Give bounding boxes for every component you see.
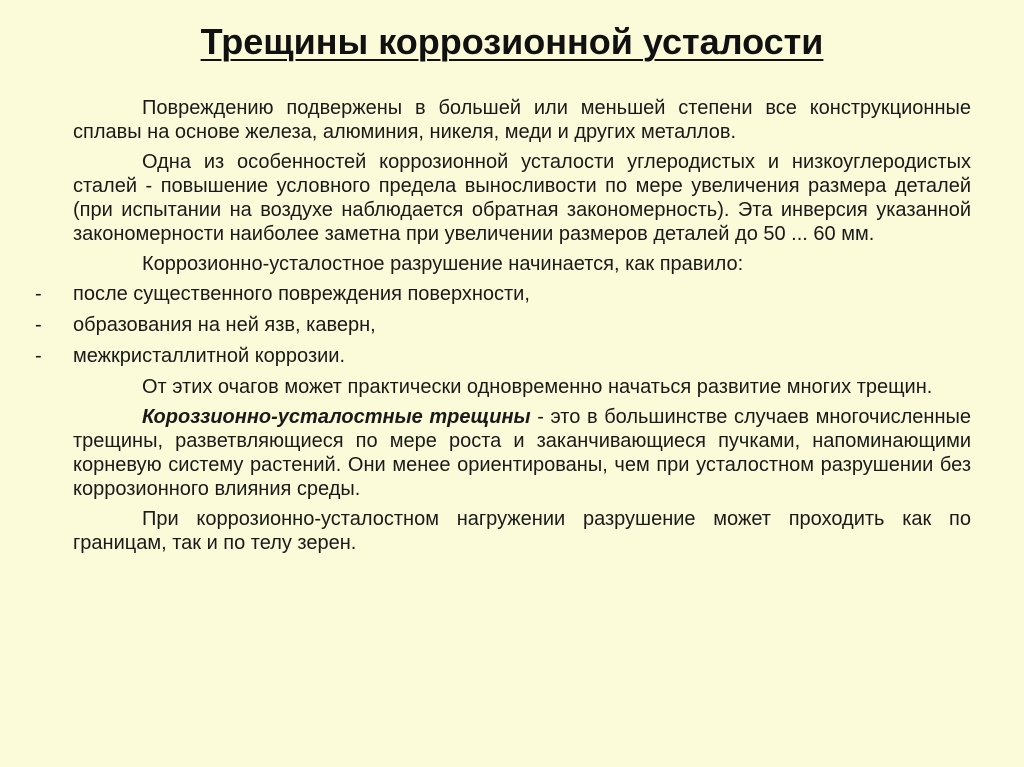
- paragraph-crack-origins: От этих очагов может практически одновременно начаться развитие многих трещин.: [142, 376, 933, 398]
- list-item: [35, 344, 971, 375]
- list-item-text: межкристаллитной коррозии.: [73, 345, 346, 367]
- list-item-text: после существенного повреждения поверхности,: [73, 283, 530, 305]
- paragraph-steel-inversion: Одна из особенностей коррозионной усталости углеродистых и низкоуглеродистых сталей - повышение условного предела выносливости по мере увеличения размера деталей (при испытании на воздухе наблюдается обратная закономерность). Эта инверсия указанной закономерности наиболее заметна при увеличении размеров деталей до 50 ... 60 мм.: [73, 151, 971, 245]
- paragraph-grain-boundaries: При коррозионно-усталостном нагружении разрушение может проходить как по границам, так и по телу зерен.: [73, 508, 971, 554]
- paragraph-text: - это в большинстве случаев многочисленные трещины, разветвляющиеся по мере роста и заканчивающиеся пучками, напоминающими корневую систему растений. Они менее ориентированы, чем при усталостном разрушении без коррозионного влияния среды.: [73, 406, 971, 500]
- term-highlight: Короззионно-усталостные трещины: [142, 406, 531, 428]
- list-item: [35, 282, 971, 313]
- list-item: [35, 313, 971, 344]
- list-item-text: образования на ней язв, каверн,: [73, 314, 376, 336]
- bullet-marker: -: [35, 345, 42, 367]
- paragraph-alloys: Повреждению подвержены в большей или меньшей степени все конструкционные сплавы на основе железа, алюминия, никеля, меди и других металлов.: [73, 97, 971, 143]
- bullet-marker: -: [35, 283, 42, 305]
- paragraph-fracture-start: Коррозионно-усталостное разрушение начинается, как правило:: [142, 253, 744, 275]
- slide-body: [35, 96, 971, 561]
- slide-title: Трещины коррозионной усталости: [200, 21, 824, 62]
- bullet-marker: -: [35, 314, 42, 336]
- paragraph-crack-description: [73, 405, 971, 501]
